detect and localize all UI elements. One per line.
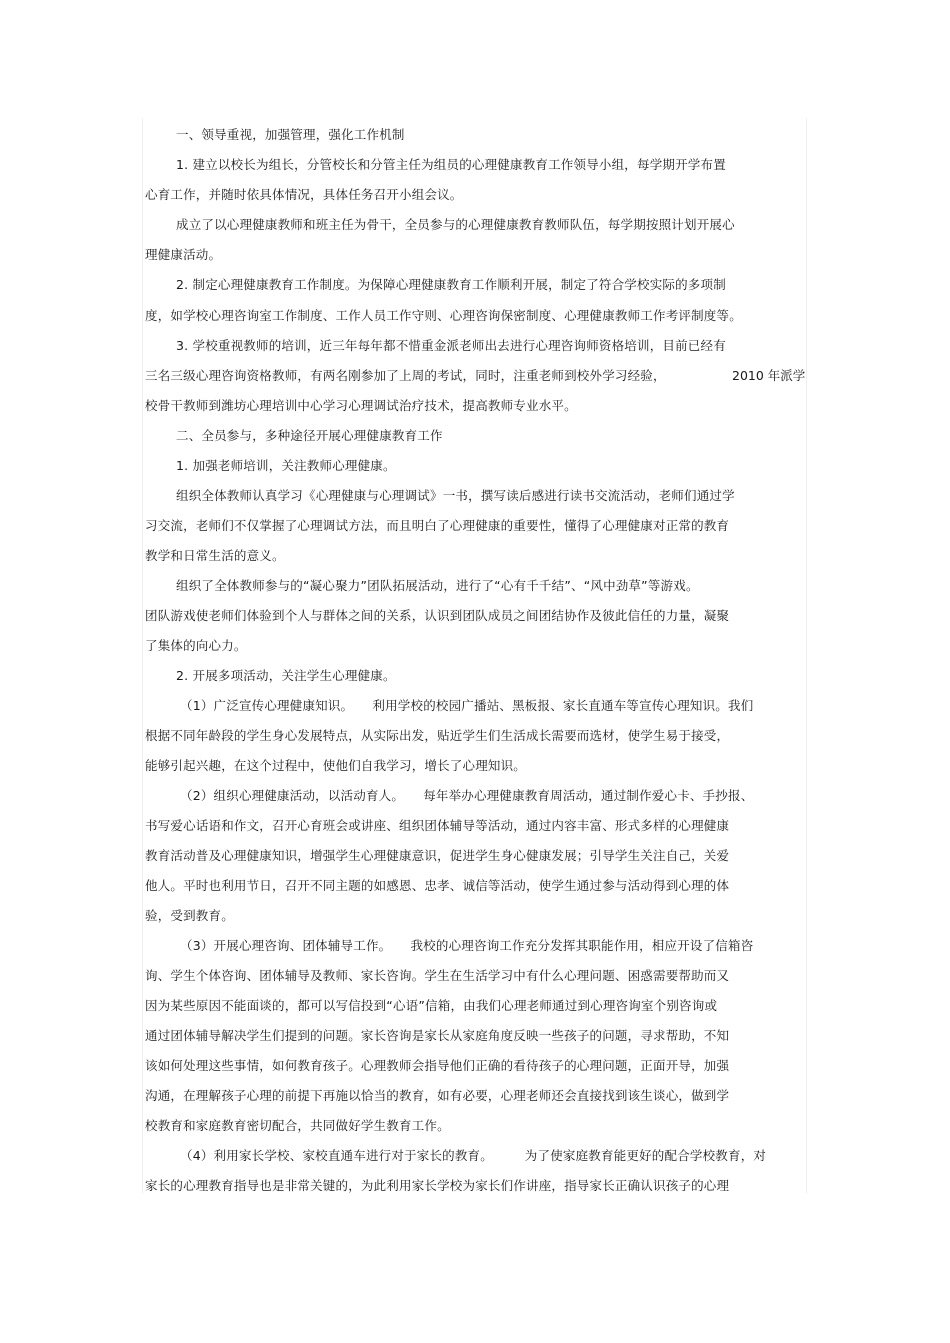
- subheading: 1. 加强老师培训，关注教师心理健康。: [176, 458, 396, 473]
- right-margin-line: [806, 118, 807, 1193]
- paragraph-line: 1. 建立以校长为组长，分管校长和分管主任为组员的心理健康教育工作领导小组，每学期开学布置: [176, 157, 726, 172]
- paragraph-line: 沟通，在理解孩子心理的前提下再施以恰当的教育，如有必要，心理老师还会直接找到该生谈心，做到学: [145, 1088, 730, 1103]
- paragraph-line: 校骨干教师到潍坊心理培训中心学习心理调试治疗技术，提高教师专业水平。: [145, 398, 577, 413]
- left-margin-line: [142, 118, 143, 1193]
- paragraph-line: 3. 学校重视教师的培训，近三年每年都不惜重金派老师出去进行心理咨询师资格培训，目前已经有: [176, 338, 726, 353]
- paragraph-line: 验，受到教育。: [145, 908, 234, 923]
- paragraph-line: （1）广泛宣传心理健康知识。 利用学校的校园广播站、黑板报、家长直通车等宣传心理知识。我们: [180, 698, 754, 713]
- paragraph-line: （4）利用家长学校、家校直通车进行对于家长的教育。 为了使家庭教育能更好的配合学校教育，对: [180, 1148, 767, 1163]
- paragraph-line: 通过团体辅导解决学生们提到的问题。家长咨询是家长从家庭角度反映一些孩子的问题，寻求帮助，不知: [145, 1028, 730, 1043]
- paragraph-line: 团队游戏使老师们体验到个人与群体之间的关系，认识到团队成员之间团结协作及彼此信任的力量，凝聚: [145, 608, 730, 623]
- paragraph-line: 组织了全体教师参与的“凝心聚力”团队拓展活动，进行了“心有千千结”、“风中劲草”等游戏。: [176, 578, 699, 593]
- paragraph-line: 2. 制定心理健康教育工作制度。为保障心理健康教育工作顺利开展，制定了符合学校实际的多项制: [176, 277, 726, 292]
- paragraph-line-year: 2010 年派学: [732, 368, 806, 383]
- paragraph-line: （3）开展心理咨询、团体辅导工作。 我校的心理咨询工作充分发挥其职能作用，相应开设了信箱咨: [180, 938, 754, 953]
- paragraph-line: 习交流，老师们不仅掌握了心理调试方法，而且明白了心理健康的重要性，懂得了心理健康对正常的教育: [145, 518, 730, 533]
- paragraph-line: 理健康活动。: [145, 247, 222, 262]
- paragraph-line: 询、学生个体咨询、团体辅导及教师、家长咨询。学生在生活学习中有什么心理问题、困惑需要帮助而又: [145, 968, 730, 983]
- paragraph-line: （2）组织心理健康活动，以活动育人。 每年举办心理健康教育周活动，通过制作爱心卡、手抄报、: [180, 788, 754, 803]
- paragraph-line: 心育工作，并随时依具体情况，具体任务召开小组会议。: [145, 187, 463, 202]
- paragraph-line: 因为某些原因不能面谈的，都可以写信投到“心语”信箱，由我们心理老师通过到心理咨询室个别咨询或: [145, 998, 718, 1013]
- subheading: 2. 开展多项活动，关注学生心理健康。: [176, 668, 396, 683]
- paragraph-line: 三名三级心理咨询资格教师，有两名刚参加了上周的考试，同时，注重老师到校外学习经验，: [145, 368, 666, 383]
- paragraph-line: 他人。平时也利用节日，召开不同主题的如感恩、忠孝、诚信等活动，使学生通过参与活动得到心理的体: [145, 878, 730, 893]
- paragraph-line: 了集体的向心力。: [145, 638, 247, 653]
- heading-section-1: 一、领导重视，加强管理，强化工作机制: [176, 127, 405, 142]
- paragraph-line: 家长的心理教育指导也是非常关键的，为此利用家长学校为家长们作讲座，指导家长正确认识孩子的心理: [145, 1178, 730, 1193]
- paragraph-line: 教育活动普及心理健康知识，增强学生心理健康意识，促进学生身心健康发展；引导学生关注自己，关爱: [145, 848, 730, 863]
- paragraph-line: 教学和日常生活的意义。: [145, 548, 285, 563]
- paragraph-line: 该如何处理这些事情，如何教育孩子。心理教师会指导他们正确的看待孩子的心理问题，正面开导，加强: [145, 1058, 730, 1073]
- paragraph-line: 成立了以心理健康教师和班主任为骨干，全员参与的心理健康教育教师队伍，每学期按照计划开展心: [176, 217, 735, 232]
- paragraph-line: 校教育和家庭教育密切配合，共同做好学生教育工作。: [145, 1118, 450, 1133]
- paragraph-line: 组织全体教师认真学习《心理健康与心理调试》一书，撰写读后感进行读书交流活动，老师们通过学: [176, 488, 735, 503]
- paragraph-line: 度，如学校心理咨询室工作制度、工作人员工作守则、心理咨询保密制度、心理健康教师工作考评制度等。: [145, 308, 742, 323]
- paragraph-line: 书写爱心话语和作文，召开心育班会或讲座、组织团体辅导等活动，通过内容丰富、形式多样的心理健康: [145, 818, 730, 833]
- paragraph-line: 根据不同年龄段的学生身心发展特点，从实际出发，贴近学生们生活成长需要而选材，使学生易于接受，: [145, 728, 730, 743]
- paragraph-line: 能够引起兴趣，在这个过程中，使他们自我学习，增长了心理知识。: [145, 758, 527, 773]
- heading-section-2: 二、全员参与，多种途径开展心理健康教育工作: [176, 428, 443, 443]
